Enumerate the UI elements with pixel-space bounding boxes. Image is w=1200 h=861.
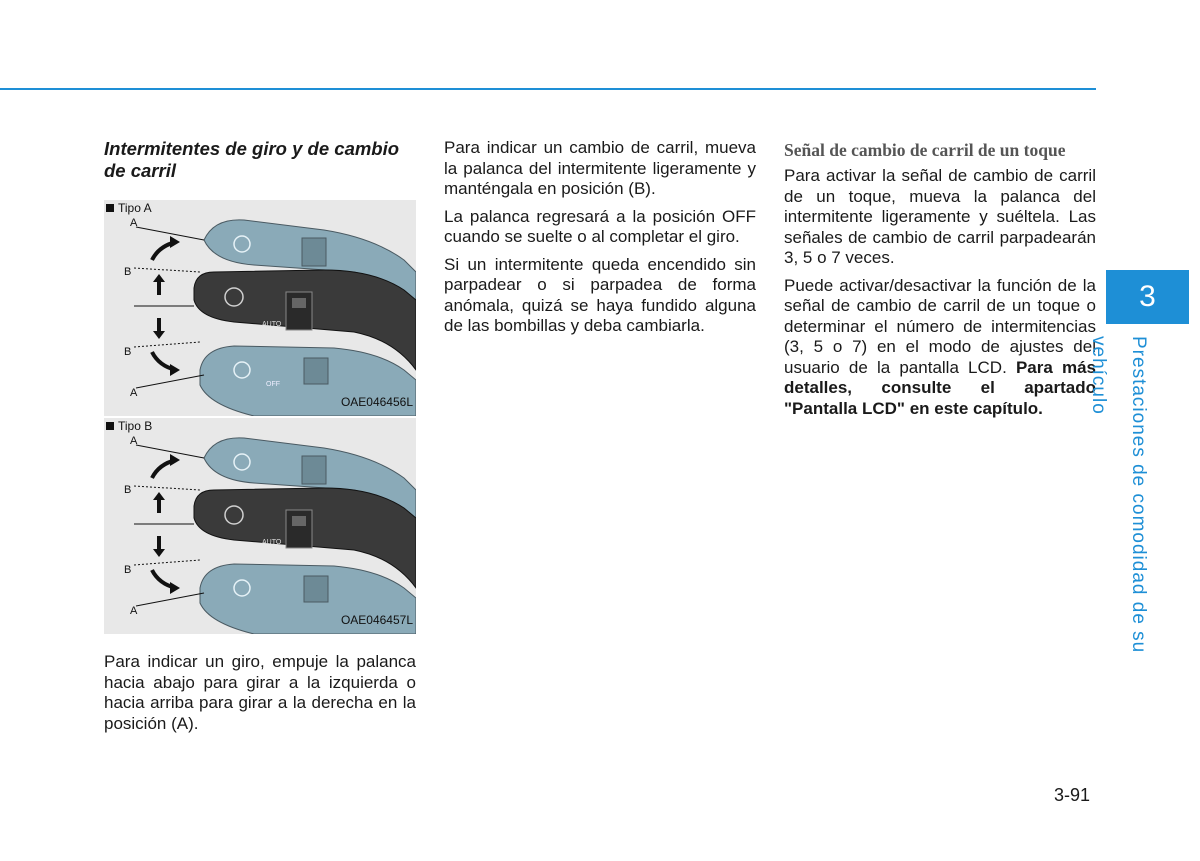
column-3 bbox=[784, 138, 1096, 426]
svg-text:OFF: OFF bbox=[266, 381, 280, 388]
figure-type-label: Tipo B bbox=[106, 419, 152, 433]
figure-code: OAE046457L bbox=[340, 612, 413, 627]
paragraph: Para activar la señal de cambio de carril de un toque, mueva la palanca del intermitente ligeramente y suéltela. Las señales de cambio de carril parpadearán 3, 5 o 7 veces. bbox=[784, 166, 1096, 267]
label-a-top: A bbox=[130, 217, 138, 229]
lever-illustration bbox=[104, 418, 416, 634]
section-heading: Intermitentes de giro y de cambio de carril bbox=[104, 138, 400, 181]
chapter-tab: 3 bbox=[1106, 270, 1189, 324]
paragraph: Si un intermitente queda encendido sin parpadear o si parpadea de forma anómala, quizá se haya fundido alguna de las bombillas y deba cambiarla. bbox=[444, 254, 756, 335]
cross-reference: Para más detalles, consulte el apartado "Pantalla LCD" en este capítulo. bbox=[784, 357, 1096, 418]
figure-type-label: Tipo A bbox=[106, 201, 152, 215]
figure-type-b bbox=[104, 418, 416, 634]
label-a-bottom: A bbox=[130, 387, 138, 399]
column-2 bbox=[444, 138, 756, 344]
svg-text:AUTO: AUTO bbox=[262, 539, 282, 546]
paragraph: Para indicar un cambio de carril, mueva la palanca del intermitente ligeramente y manténgala en posición (B). bbox=[444, 138, 756, 198]
figure-code: OAE046456L bbox=[340, 394, 413, 409]
svg-text:AUTO: AUTO bbox=[262, 321, 282, 328]
label-b-top: B bbox=[124, 266, 132, 278]
label-a-bottom: A bbox=[130, 605, 138, 617]
label-b-top: B bbox=[124, 484, 132, 496]
column-1 bbox=[104, 138, 416, 741]
subsection-heading: Señal de cambio de carril de un toque bbox=[784, 140, 1066, 160]
figure-type-a bbox=[104, 200, 416, 416]
label-b-bottom: B bbox=[124, 346, 132, 358]
label-b-bottom: B bbox=[124, 564, 132, 576]
paragraph: Puede activar/desactivar la función de la señal de cambio de carril de un toque o determinar el número de intermitencias (3, 5 o 7) en el modo de ajustes del usuario de la pantalla LCD. Para más detalles, consulte el apartado "Pantalla LCD" en este capítulo. bbox=[784, 275, 1096, 418]
top-rule bbox=[0, 88, 1096, 90]
page-number: 3-91 bbox=[1054, 785, 1091, 805]
paragraph: La palanca regresará a la posición OFF cuando se suelte o al completar el giro. bbox=[444, 206, 756, 246]
label-a-top: A bbox=[130, 435, 138, 447]
chapter-title: Prestaciones de comodidad de su vehículo bbox=[1088, 336, 1149, 654]
paragraph: Para indicar un giro, empuje la palanca hacia abajo para girar a la izquierda o hacia arriba para girar a la derecha en la posición (A). bbox=[104, 652, 416, 733]
lever-illustration bbox=[104, 200, 416, 416]
